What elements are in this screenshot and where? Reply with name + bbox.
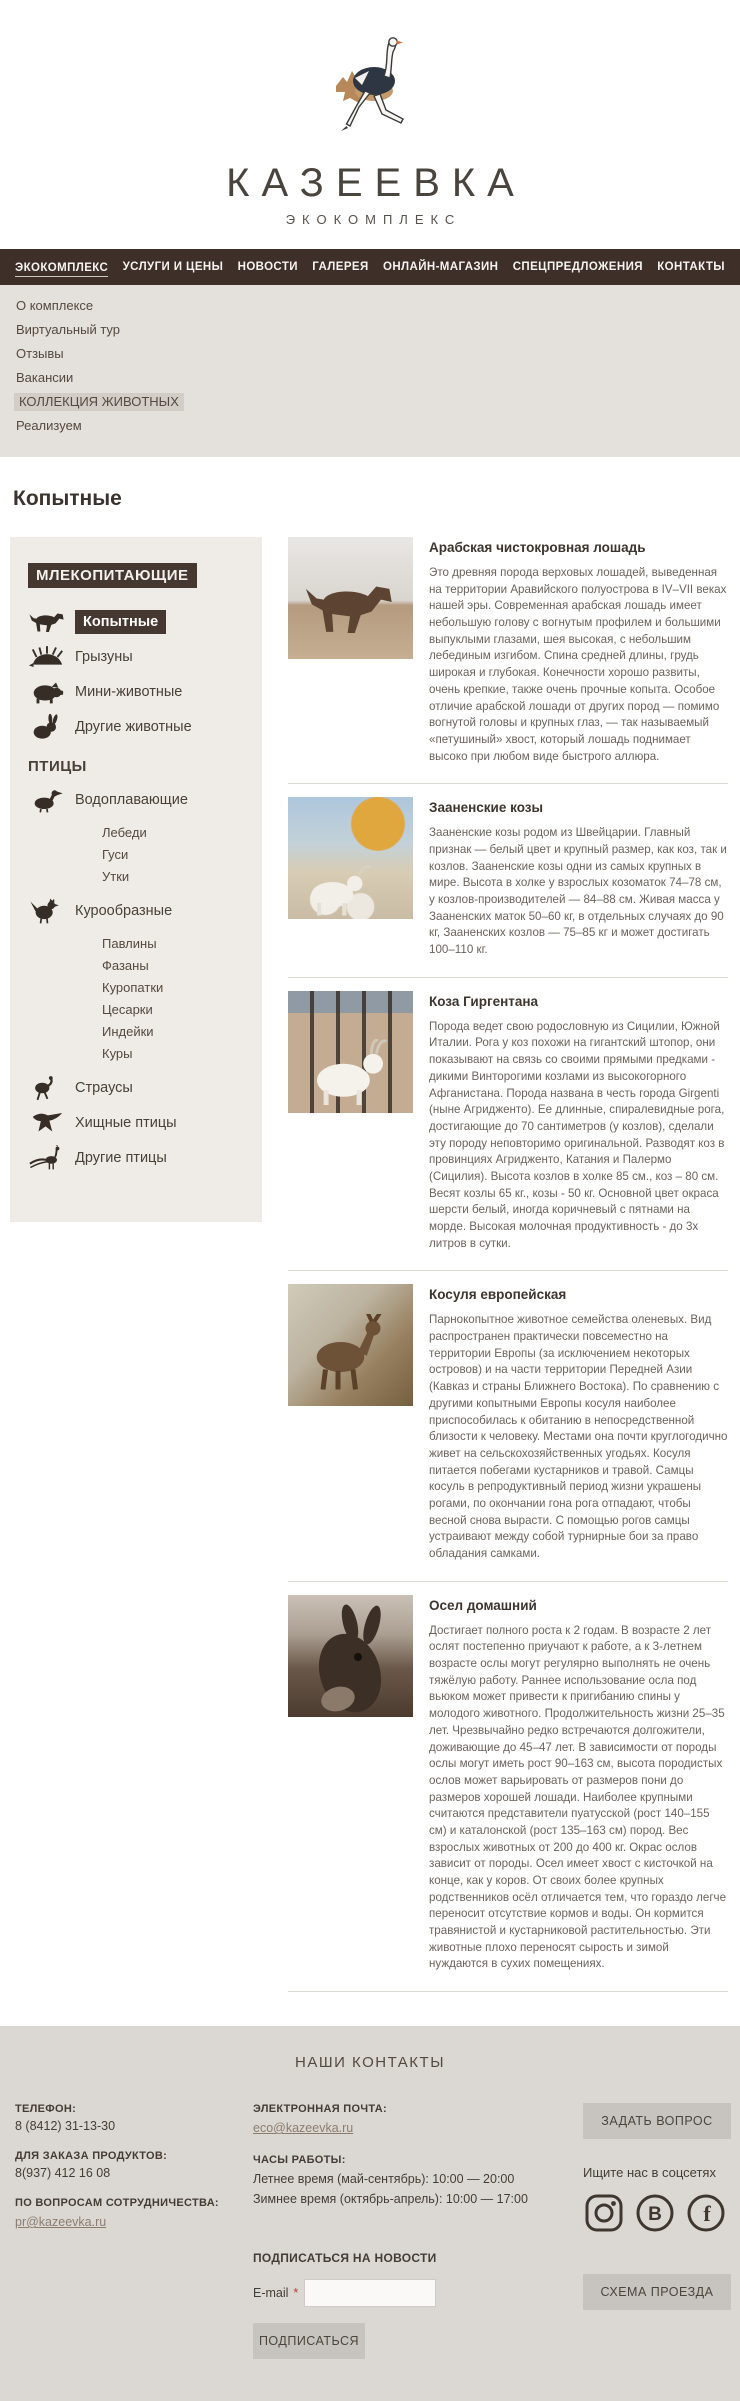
- eagle-icon: [28, 1110, 66, 1136]
- animal-description: Зааненские козы родом из Швейцарии. Главный признак — белый цвет и крупный размер, как коз, так и козлов. Зааненские козы одни из самых крупных в мире. Высота в холке у взрослых козоматок 74–78 см, у козлов-производителей — 84–88 см. Живая масса у Зааненских маток 50–60 кг, в отдельных случаях до 90 кг, Зааненских козлов — 75–85 кг и может достигать 100–110 кг.: [429, 826, 727, 957]
- sidebar-subitem-geese[interactable]: Гуси: [102, 847, 129, 862]
- submenu-item-vacancies[interactable]: Вакансии: [16, 370, 74, 385]
- facebook-icon[interactable]: [685, 2192, 727, 2234]
- horse-icon: [28, 609, 66, 635]
- sidebar-item-mini-animals[interactable]: [28, 679, 256, 705]
- subscribe-email-input[interactable]: [304, 2279, 436, 2307]
- nav-item-specials[interactable]: СПЕЦПРЕДЛОЖЕНИЯ: [512, 261, 643, 273]
- brand-tagline: ЭКОКОМПЛЕКС: [285, 212, 462, 227]
- social-label: Ищите нас в соцсетях: [583, 2165, 716, 2181]
- pig-icon: [28, 679, 66, 705]
- sidebar-item-other-birds[interactable]: [28, 1145, 256, 1171]
- girgentana-goat-photo: [288, 991, 413, 1113]
- sidebar-subitem-partridges[interactable]: Куропатки: [102, 980, 164, 995]
- sidebar-item-label: Другие животные: [75, 719, 192, 735]
- submenu-item-animal-collection[interactable]: КОЛЛЕКЦИЯ ЖИВОТНЫХ: [14, 393, 184, 411]
- svg-text:f: f: [703, 2201, 711, 2227]
- animal-description: Парнокопытное животное семейства оленевых. Вид распространен практически повсеместно на территории Европы (за исключением некоторых островов) и на части территории Передней Азии (Кавказ и страны Ближнего Востока). По сравнению с другими копытными Европы косуля наиболее приспособилась к обитанию в непосредственной близости к человеку. Местами она почти круглогодично живет на сельскохозяйственных угодьях. Косуля питается побегами кустарников и травой. Самцы косуль в репродуктивный период жизни украшены рогами, по окончании гона рога отпадают, чтобы весной снова вырасти. С помощью рогов самцы устраивают между собой турнирные бои за право обладания самками.: [429, 1313, 728, 1560]
- animal-title: Арабская чистокровная лошадь: [429, 540, 646, 555]
- sidebar-item-label: Страусы: [75, 1080, 133, 1096]
- order-phone-label: ДЛЯ ЗАКАЗА ПРОДУКТОВ:: [15, 2150, 168, 2163]
- footer-actions-column: [583, 2103, 731, 2359]
- sidebar-item-label: Мини-животные: [75, 684, 183, 700]
- animal-description: Достигает полного роста к 2 годам. В возрасте 2 лет ослят постепенно приучают к работе, а к 3-летнем возрасте ослы могут регулярно выполнять не очень тяжёлую работу. Раннее использование осла под вьюком может привести к пригибанию спины у молодого животного. Продолжительность жизни 25–35 лет. Чрезвычайно редко встречаются долгожители, доживающие до 45–47 лет. В зависимости от породы ослы могут иметь рост 90–163 см, высота породистых ослов может варьировать от размеров пони до размеров хорошей лошади. Наиболее крупными считаются представители пуатусской (рост 140–155 см) и каталонской (рост 135–163 см) пород. Вес взрослых животных от 200 до 400 кг. Окрас ослов зависит от породы. Осел имеет хвост с кисточкой на конце, как у коров. От своих более крупных родственников осёл отличается тем, что гораздо легче переносит отсутствие кормов и воды. Он кормится травянистой и кустарниковой растительностью. Эти животные плохо переносят сырость и зимой нуждаются в сухих помещениях.: [429, 1623, 727, 1971]
- brand-title: КАЗЕЕВКА: [226, 161, 526, 205]
- email-field-label: E-mail: [253, 2285, 289, 2300]
- sidebar-subitem-pheasants[interactable]: Фазаны: [102, 958, 149, 973]
- nav-item-services[interactable]: УСЛУГИ И ЦЕНЫ: [122, 261, 224, 273]
- route-map-button[interactable]: СХЕМА ПРОЕЗДА: [583, 2274, 731, 2310]
- winter-hours: Зимнее время (октябрь-апрель): 10:00 — 17:00: [253, 2191, 528, 2206]
- sidebar-subitem-guinea-fowl[interactable]: Цесарки: [102, 1002, 153, 1017]
- sidebar-item-birds-of-prey[interactable]: [28, 1110, 256, 1136]
- chicken-icon: [28, 898, 66, 924]
- animal-entry: [288, 797, 728, 978]
- sidebar-subitem-ducks[interactable]: Утки: [102, 869, 130, 884]
- animal-entry: [288, 1284, 728, 1581]
- subscribe-button[interactable]: ПОДПИСАТЬСЯ: [253, 2323, 365, 2359]
- sidebar-subitem-swans[interactable]: Лебеди: [102, 825, 147, 840]
- sidebar-item-label: Копытные: [75, 610, 166, 634]
- animal-description: Порода ведет свою родословную из Сицилии, Южной Италии. Рога у коз похожи на гигантский штопор, они показывают на связь со своими прямыми предками - дикими Винторогими козлами из высокогорного Афганистана. Порода названа в честь города Girgenti (ныне Агридженто). Ее длинные, спиралевидные рога, достигающие до 70 сантиметров (у козлов), сделали эту породу неповторимо оригинальной. Разводят коз в провинциях Агридженто, Катания и Палермо (Сицилия). Высота козлов в холке 85 см., коз – 80 см. Весят козлы 65 кг., козы - 50 кг. Основной цвет окраса шерсти белый, иногда коричневый с пятнами на морде. Высокая молочная продуктивность - до 3х литров в сутки.: [429, 1019, 725, 1250]
- roe-deer-photo: [288, 1284, 413, 1406]
- summer-hours: Летнее время (май-сентябрь): 10:00 — 20:00: [253, 2172, 515, 2187]
- sidebar-subitem-chickens[interactable]: Куры: [102, 1046, 133, 1061]
- nav-item-news[interactable]: НОВОСТИ: [237, 261, 298, 273]
- email-label: ЭЛЕКТРОННАЯ ПОЧТА:: [253, 2103, 387, 2116]
- galliformes-sublist: [102, 933, 256, 1065]
- content: [10, 537, 728, 1992]
- sidebar-subitem-turkeys[interactable]: Индейки: [102, 1024, 154, 1039]
- instagram-icon[interactable]: [583, 2192, 625, 2234]
- animal-entry: [288, 537, 728, 784]
- footer: [0, 2026, 740, 2401]
- required-asterisk: *: [293, 2285, 299, 2300]
- sidebar-item-other-animals[interactable]: [28, 714, 256, 740]
- subscribe-block: [253, 2251, 583, 2359]
- sidebar-item-waterfowl[interactable]: [28, 787, 256, 813]
- working-hours-label: ЧАСЫ РАБОТЫ:: [253, 2154, 346, 2167]
- sidebar-item-label: Другие птицы: [75, 1150, 167, 1166]
- arabian-horse-photo: [288, 537, 413, 659]
- sidebar-item-rodents[interactable]: [28, 644, 256, 670]
- animal-title: Зааненские козы: [429, 800, 543, 816]
- ostrich-logo-icon: [320, 34, 420, 152]
- animal-entry: [288, 1595, 728, 1992]
- site-header: [0, 0, 740, 227]
- sidebar-item-ungulates[interactable]: [28, 609, 256, 635]
- sidebar-item-label: Грызуны: [75, 649, 133, 665]
- sidebar-item-label: Курообразные: [75, 903, 173, 919]
- vk-icon[interactable]: [634, 2192, 676, 2234]
- peacock-icon: [28, 1145, 66, 1171]
- footer-contacts-column: [15, 2103, 253, 2359]
- animal-list: [288, 537, 728, 1992]
- submenu-item-reviews[interactable]: Отзывы: [16, 346, 64, 361]
- animal-title: Коза Гиргентана: [429, 993, 539, 1009]
- waterfowl-sublist: [102, 822, 256, 888]
- animal-entry: [288, 991, 728, 1272]
- cooperation-email-link[interactable]: pr@kazeevka.ru: [15, 2215, 107, 2230]
- cooperation-label: ПО ВОПРОСАМ СОТРУДНИЧЕСТВА:: [15, 2197, 219, 2210]
- phone-label: ТЕЛЕФОН:: [15, 2103, 77, 2116]
- submenu-item-realize[interactable]: Реализуем: [16, 418, 82, 433]
- animal-categories-sidebar: [10, 537, 262, 1222]
- footer-title: НАШИ КОНТАКТЫ: [295, 2054, 445, 2072]
- porcupine-icon: [28, 644, 66, 670]
- ostrich-icon: [28, 1075, 66, 1101]
- nav-item-gallery[interactable]: ГАЛЕРЕЯ: [312, 261, 369, 273]
- animal-title: Осел домашний: [429, 1597, 537, 1613]
- submenu-item-virtual-tour[interactable]: Виртуальный тур: [16, 322, 120, 337]
- subscribe-title: ПОДПИСАТЬСЯ НА НОВОСТИ: [253, 2250, 437, 2265]
- email-link[interactable]: eco@kazeevka.ru: [253, 2121, 354, 2136]
- phone-number: 8 (8412) 31-13-30: [15, 2119, 116, 2134]
- nav-item-shop[interactable]: ОНЛАЙН-МАГАЗИН: [382, 261, 499, 273]
- submenu-item-about[interactable]: О комплексе: [16, 298, 94, 313]
- order-phone-number: 8(937) 412 16 08: [15, 2166, 111, 2181]
- duck-icon: [28, 787, 66, 813]
- animal-description: Это древняя порода верховых лошадей, выведенная на территории Аравийского полуострова в IV–VII веках нашей эры. Современная арабская лошадь имеет небольшую голову с вогнутым профилем и большими выпуклыми глазами, шея высокая, с небольшим лебединым изгибом. Спина средней длины, грудь широкая и глубокая. Конечности хорошо развиты, очень крепкие, также очень прочные копыта. Особое отличие арабской лошади от других пород — помимо вогнутой головы и крупных глаз, — так называемый «петушиный» хвост, который лошадь поднимает высоко при любом виде быстрого аллюра.: [429, 566, 727, 763]
- nav-item-ecocomplex[interactable]: ЭКОКОМПЛЕКС: [15, 258, 108, 277]
- sidebar-item-label: Хищные птицы: [75, 1115, 177, 1131]
- nav-item-contacts[interactable]: КОНТАКТЫ: [657, 261, 725, 273]
- sidebar-section-mammals: МЛЕКОПИТАЮЩИЕ: [28, 563, 197, 588]
- animal-title: Косуля европейская: [429, 1287, 567, 1303]
- sidebar-item-ostriches[interactable]: [28, 1075, 256, 1101]
- saanen-goats-photo: [288, 797, 413, 919]
- main-nav: [0, 249, 740, 285]
- sidebar-item-label: Водоплавающие: [75, 792, 188, 808]
- sidebar-subitem-peacocks[interactable]: Павлины: [102, 936, 157, 951]
- svg-text:В: В: [648, 2204, 662, 2226]
- sidebar-section-birds: ПТИЦЫ: [28, 758, 87, 775]
- ask-question-button[interactable]: ЗАДАТЬ ВОПРОС: [583, 2103, 731, 2139]
- submenu: [0, 285, 740, 457]
- sidebar-item-galliformes[interactable]: [28, 898, 256, 924]
- page-title: Копытные: [13, 487, 122, 510]
- donkey-photo: [288, 1595, 413, 1717]
- footer-info-column: [253, 2103, 583, 2359]
- rabbit-icon: [28, 714, 66, 740]
